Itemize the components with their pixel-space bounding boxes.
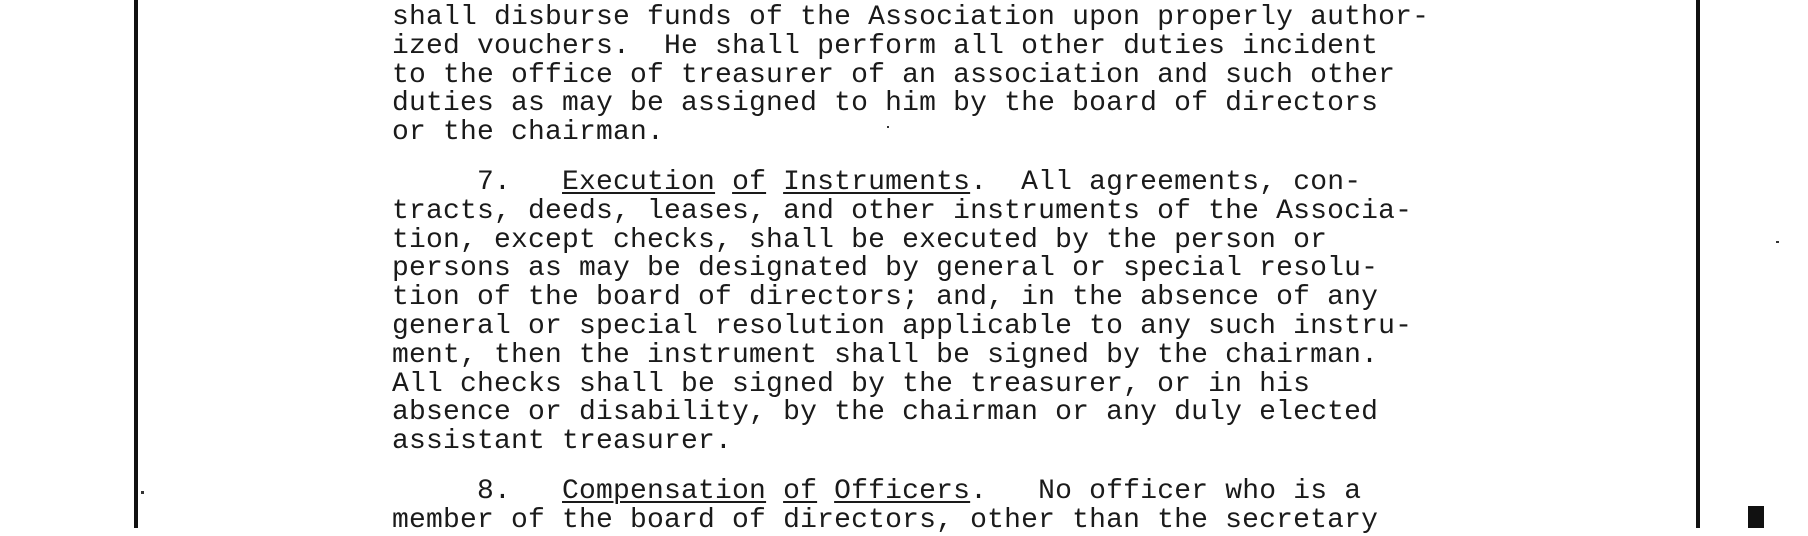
text-line: tion of the board of directors; and, in the absence of any bbox=[392, 282, 1379, 314]
text-line: tion, except checks, shall be executed by the person or bbox=[392, 224, 1328, 256]
text-line: general or special resolution applicable to any such instru- bbox=[392, 310, 1413, 342]
text-line: or the chairman. bbox=[392, 117, 665, 149]
section-title-word: of bbox=[732, 166, 767, 198]
page-border-left bbox=[134, 0, 138, 528]
document-body bbox=[392, 4, 1492, 536]
section-title-word: Execution bbox=[562, 166, 716, 198]
section-number: 7. bbox=[477, 166, 512, 198]
section-first-line-text: No officer who is a bbox=[1038, 475, 1362, 507]
text-line-partial: member of the board of directors, other than the secretary bbox=[392, 504, 1379, 536]
section-title-word: Compensation bbox=[562, 475, 767, 507]
scan-speck bbox=[141, 491, 144, 494]
text-line: assistant treasurer. bbox=[392, 426, 733, 458]
section-title-word: Instruments bbox=[783, 166, 971, 198]
section-first-line-text: All agreements, con- bbox=[1021, 166, 1362, 198]
section-heading-7: 7. Execution of Instruments. All agreements, con- bbox=[477, 166, 1362, 198]
section-title-word: Officers bbox=[834, 475, 971, 507]
text-line: All checks shall be signed by the treasurer, or in his bbox=[392, 368, 1311, 400]
text-line: shall disburse funds of the Association upon properly author- bbox=[392, 2, 1430, 33]
text-line: tracts, deeds, leases, and other instruments of the Associa- bbox=[392, 195, 1413, 227]
text-line: persons as may be designated by general or special resolu- bbox=[392, 253, 1379, 285]
text-line: absence or disability, by the chairman or any duly elected bbox=[392, 397, 1379, 429]
text-line: duties as may be assigned to him by the board of directors bbox=[392, 88, 1379, 120]
scan-edge-mark bbox=[1748, 506, 1764, 528]
section-title-word: of bbox=[783, 475, 818, 507]
page-border-right bbox=[1696, 0, 1700, 528]
text-line: ized vouchers. He shall perform all other duties incident bbox=[392, 30, 1379, 62]
scan-speck bbox=[1776, 241, 1779, 243]
text-line: to the office of treasurer of an association and such other bbox=[392, 59, 1396, 91]
text-line: ment, then the instrument shall be signed by the chairman. bbox=[392, 339, 1379, 371]
section-number: 8. bbox=[477, 475, 512, 507]
section-heading-8: 8. Compensation of Officers. No officer who is a bbox=[477, 475, 1362, 507]
